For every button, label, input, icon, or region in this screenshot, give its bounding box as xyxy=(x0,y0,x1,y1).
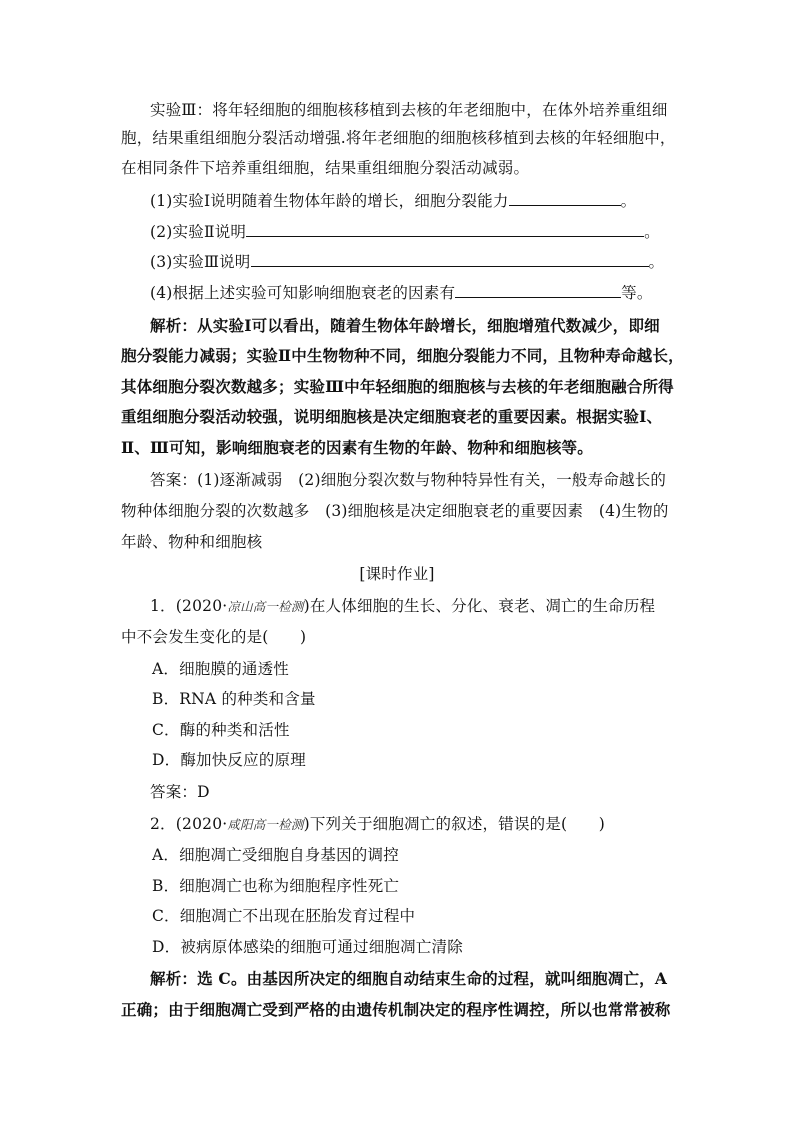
question-1-text: (1)实验Ⅰ说明随着生物体年龄的增长，细胞分裂能力 xyxy=(150,192,509,210)
item-1-option-c[interactable]: C．酶的种类和活性 xyxy=(152,721,290,739)
item-1-option-d[interactable]: D．酶加快反应的原理 xyxy=(152,751,306,769)
item-2-analysis-line-2: 正确；由于细胞凋亡受到严格的由遗传机制决定的程序性调控，所以也常常被称 xyxy=(121,1000,671,1019)
item-2-analysis-label: 解析： xyxy=(150,969,198,988)
analysis-1-line-4: 重组细胞分裂活动较强，说明细胞核是决定细胞衰老的重要因素。根据实验Ⅰ、 xyxy=(121,407,663,426)
item-2-option-b[interactable]: B．细胞凋亡也称为细胞程序性死亡 xyxy=(152,877,400,895)
item-2-source: 咸阳高一检测 xyxy=(227,817,304,832)
item-1-stem: 1．(2020·凉山高一检测)在人体细胞的生长、分化、衰老、凋亡的生命历程 xyxy=(150,597,656,615)
question-1: (1)实验Ⅰ说明随着生物体年龄的增长，细胞分裂能力 。 xyxy=(150,192,637,210)
analysis-1-line-2: 胞分裂能力减弱；实验Ⅱ中生物物种不同，细胞分裂能力不同，且物种寿命越长， xyxy=(121,346,684,365)
question-4: (4)根据上述实验可知影响细胞衰老的因素有 等。 xyxy=(150,284,653,302)
section-title: [课时作业] xyxy=(359,565,435,583)
answer-blank-4[interactable] xyxy=(455,283,621,298)
answer-blank-2[interactable] xyxy=(246,222,644,237)
question-3-text: (3)实验Ⅲ说明 xyxy=(150,253,251,271)
item-2-option-c[interactable]: C．细胞凋亡不出现在胚胎发育过程中 xyxy=(152,907,416,925)
analysis-1-line-3: 其体细胞分裂次数越多；实验Ⅲ中年轻细胞的细胞核与去核的年老细胞融合所得 xyxy=(121,377,674,396)
exp3-line-1: 实验Ⅲ：将年轻细胞的细胞核移植到去核的年老细胞中，在体外培养重组细 xyxy=(150,101,668,119)
question-2: (2)实验Ⅱ说明 。 xyxy=(150,223,660,241)
item-1-answer: 答案：D xyxy=(150,783,210,801)
answer-1-line-3: 年龄、物种和细胞核 xyxy=(121,533,263,551)
analysis-label: 解析： xyxy=(150,316,198,335)
exp3-line-3: 在相同条件下培养重组细胞，结果重组细胞分裂活动减弱。 xyxy=(121,159,530,177)
item-1-source: 凉山高一检测 xyxy=(227,599,304,614)
item-2-stem: 2．(2020·咸阳高一检测)下列关于细胞凋亡的叙述，错误的是( ) xyxy=(150,815,605,833)
answer-1-line-1: 答案：(1)逐渐减弱 (2)细胞分裂次数与物种特异性有关，一般寿命越长的 xyxy=(150,471,667,489)
exp3-line-2: 胞，结果重组细胞分裂活动增强.将年老细胞的细胞核移植到去核的年轻细胞中， xyxy=(121,129,676,147)
item-2-option-d[interactable]: D．被病原体感染的细胞可通过细胞凋亡清除 xyxy=(152,938,463,956)
answer-1-line-2: 物种体细胞分裂的次数越多 (3)细胞核是决定细胞衰老的重要因素 (4)生物的 xyxy=(121,502,669,520)
answer-blank-3[interactable] xyxy=(251,252,649,267)
item-2-option-a[interactable]: A．细胞凋亡受细胞自身基因的调控 xyxy=(152,846,399,864)
question-3: (3)实验Ⅲ说明 。 xyxy=(150,253,665,271)
analysis-1-line-1: 解析：从实验Ⅰ可以看出，随着生物体年龄增长，细胞增殖代数减少，即细 xyxy=(150,316,660,335)
item-2-analysis-line-1: 解析：选 C。由基因所决定的细胞自动结束生命的过程，就叫细胞凋亡，A xyxy=(150,969,668,988)
question-2-text: (2)实验Ⅱ说明 xyxy=(150,223,247,241)
question-4-text: (4)根据上述实验可知影响细胞衰老的因素有 xyxy=(150,284,456,302)
item-1-stem-2: 中不会发生变化的是( ) xyxy=(121,628,307,646)
item-1-option-a[interactable]: A．细胞膜的通透性 xyxy=(152,660,289,678)
item-1-option-b[interactable]: B．RNA 的种类和含量 xyxy=(152,690,316,708)
analysis-1-line-5: Ⅱ、Ⅲ可知，影响细胞衰老的因素有生物的年龄、物种和细胞核等。 xyxy=(121,438,593,457)
answer-blank-1[interactable] xyxy=(509,191,621,206)
